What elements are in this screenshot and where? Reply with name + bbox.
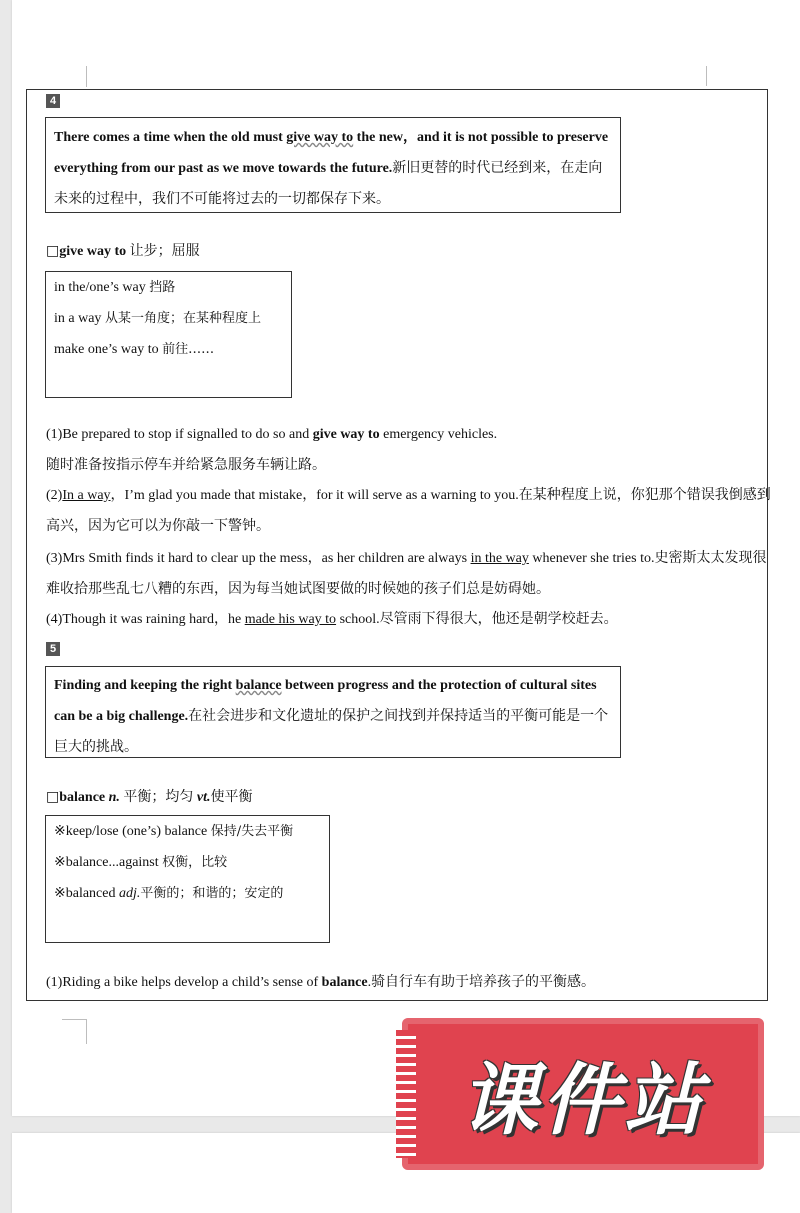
phrase-box (45, 271, 292, 398)
key-sentence-box (45, 117, 621, 213)
key-sentence-en: Finding and keeping the right (54, 678, 236, 693)
vocab-heading (46, 240, 200, 260)
heading-marker: □ (46, 789, 60, 805)
example-sentence: (4)Though it was raining hard，he made his way to school.尽管雨下得很大，他还是朝学校赶去。 (46, 611, 618, 627)
page-margin-mark (62, 1019, 87, 1044)
part-of-speech: n. (108, 790, 120, 805)
vocab-meaning: 使平衡 (210, 789, 253, 805)
key-sentence-en: There comes a time when the old must (54, 130, 287, 145)
key-sentence-zh: 新旧更替的时代已经到来，在走向未来的过程中，我们不可能将过去的一切都保存下来。 (54, 160, 603, 207)
vocab-meaning: 平衡；均匀 (123, 789, 194, 805)
phrase-item: make one’s way to 前往…… (54, 342, 215, 357)
example-sentence: (2)In a way，I’m glad you made that mistake，for it will serve as a warning to you.在某种程度上说，你犯那个错误我倒感到高兴，因为它可以为你敲一下警钟。 (46, 487, 771, 534)
key-word: balance (235, 678, 282, 693)
key-phrase: give way to (286, 130, 354, 145)
watermark-text: 课件站 (459, 1056, 706, 1146)
key-sentence-en: the new，and it is not possible to preserve everything from our past as we move towards the future. (54, 130, 609, 176)
key-sentence-box (45, 666, 621, 758)
example-sentence: (1)Riding a bike helps develop a child’s sense of balance.骑自行车有助于培养孩子的平衡感。 (46, 974, 596, 990)
phrase-item: ※keep/lose (one’s) balance 保持/失去平衡 (54, 824, 294, 839)
page-margin-mark (86, 66, 87, 87)
vocab-word: give way to (59, 244, 127, 259)
phrase-item: in the/one’s way 挡路 (54, 280, 176, 295)
key-sentence-zh: 在社会进步和文化遗址的保护之间找到并保持适当的平衡可能是一个巨大的挑战。 (54, 708, 609, 755)
key-sentence-en: between progress and the protection of cultural sites can be a big challenge. (54, 678, 597, 724)
watermark-logo (402, 1018, 764, 1170)
phrase-item: ※balanced adj.平衡的；和谐的；安定的 (54, 886, 284, 901)
vocab-word: balance (59, 790, 106, 805)
page-margin-mark (706, 66, 707, 86)
heading-marker: □ (46, 243, 60, 259)
example-sentence: (1)Be prepared to stop if signalled to do so and give way to emergency vehicles. 随时准备按指示停车并给紧急服务车辆让路。 (46, 427, 498, 473)
part-of-speech: vt. (196, 790, 211, 805)
vocab-meaning: 让步；屈服 (129, 243, 200, 259)
phrase-item: ※balance...against 权衡，比较 (54, 855, 228, 870)
section-number: 5 (46, 642, 60, 656)
vocab-heading (46, 786, 253, 806)
phrase-box (45, 815, 330, 943)
example-sentence: (3)Mrs Smith finds it hard to clear up the mess，as her children are always in the way whenever she tries to.史密斯太太发现很难收拾那些乱七八糟的东西，因为每当她试图要做的时候她的孩子们总是妨碍她。 (46, 550, 767, 597)
section-number: 4 (46, 94, 60, 108)
phrase-item: in a way 从某一角度；在某种程度上 (54, 311, 261, 326)
